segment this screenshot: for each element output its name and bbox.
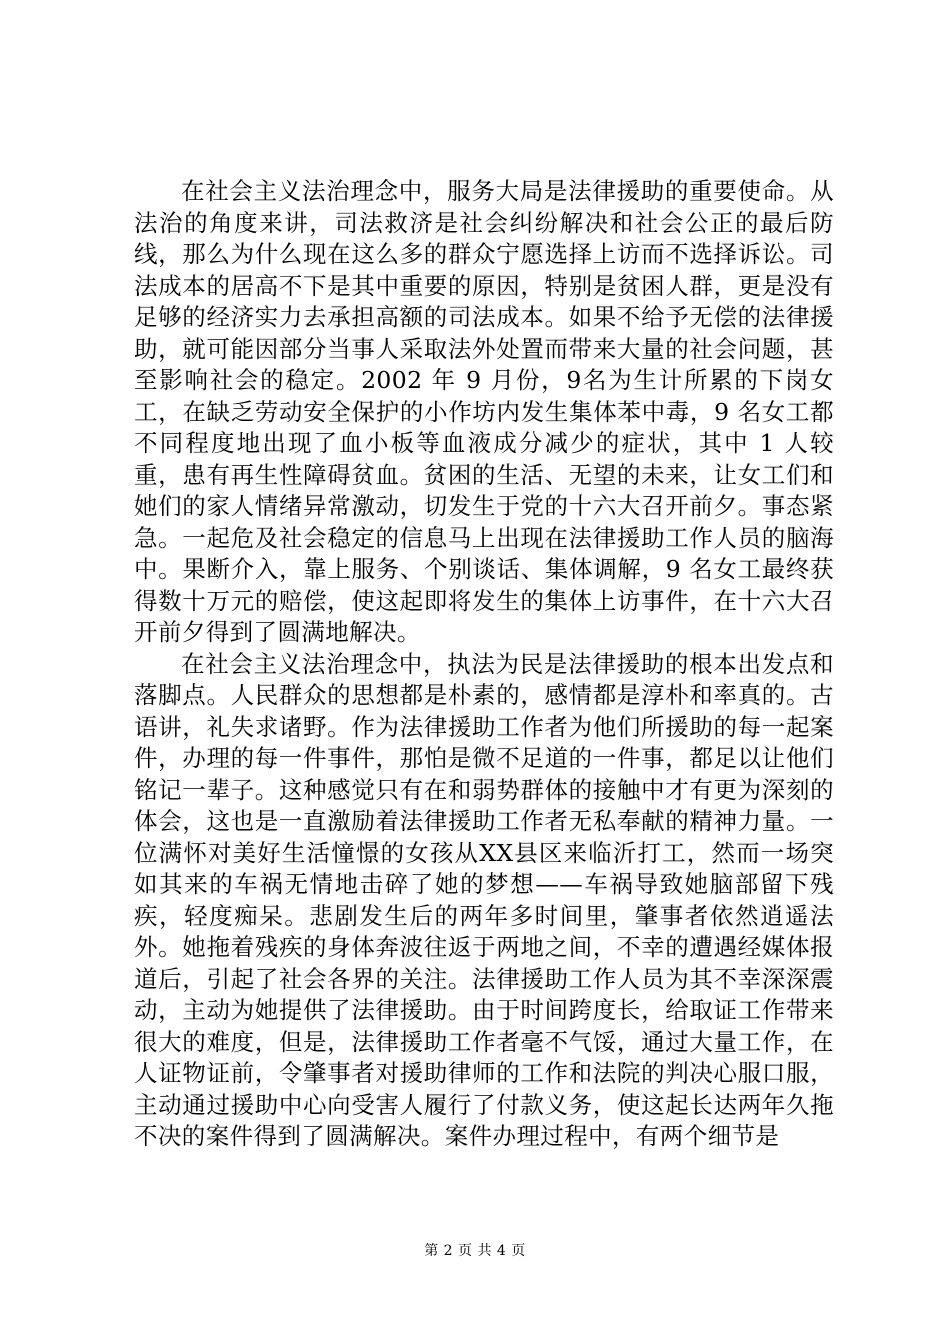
paragraph-service-overall-situation: 在社会主义法治理念中，服务大局是法律援助的重要使命。从法治的角度来讲，司法救济是社会纠纷解决和社会公正的最后防线，那么为什么现在这么多的群众宁愿选择上访而不选择诉讼。司法成本的居高不下是其中重要的原因，特别是贫困人群，更是没有足够的经济实力去承担高额的司法成本。如果不给予无偿的法律援助，就可能因部分当事人采取法外处置而带来大量的社会问题，甚至影响社会的稳定。2002 年 9 月份，9名为生计所累的下岗女工，在缺乏劳动安全保护的小作坊内发生集体苯中毒，9 名女工都不同程度地出现了血小板等血液成分减少的症状，其中 1 人较重，患有再生性障碍贫血。贫困的生活、无望的未来，让女工们和她们的家人情绪异常激动，切发生于党的十六大召开前夕。事态紧急。一起危及社会稳定的信息马上出现在法律援助工作人员的脑海中。果断介入，靠上服务、个别谈话、集体调解，9 名女工最终获得数十万元的赔偿，使这起即将发生的集体上访事件，在十六大召开前夕得到了圆满地解决。 <box>134 177 834 646</box>
page-number-footer: 第 2 页 共 4 页 <box>424 1243 526 1259</box>
paragraph-law-enforcement-for-people: 在社会主义法治理念中，执法为民是法律援助的根本出发点和落脚点。人民群众的思想都是朴素的，感情都是淳朴和率真的。古语讲，礼失求诸野。作为法律援助工作者为他们所援助的每一起案件，办理的每一件事件，那怕是微不足道的一件事，都足以让他们铭记一辈子。这种感觉只有在和弱势群体的接触中才有更为深刻的体会，这也是一直激励着法律援助工作者无私奉献的精神力量。一位满怀对美好生活憧憬的女孩从XX县区来临沂打工，然而一场突如其来的车祸无情地击碎了她的梦想——车祸导致她脑部留下残疾，轻度痴呆。悲剧发生后的两年多时间里，肇事者依然逍遥法外。她拖着残疾的身体奔波往返于两地之间，不幸的遭遇经媒体报道后，引起了社会各界的关注。法律援助工作人员为其不幸深深震动，主动为她提供了法律援助。由于时间跨度长，给取证工作带来很大的难度，但是，法律援助工作者毫不气馁，通过大量工作，在人证物证前，令肇事者对援助律师的工作和法院的判决心服口服，主动通过援助中心向受害人履行了付款义务，使这起长达两年久拖不决的案件得到了圆满解决。案件办理过程中，有两个细节是 <box>134 649 834 1150</box>
document-body <box>134 176 834 1153</box>
